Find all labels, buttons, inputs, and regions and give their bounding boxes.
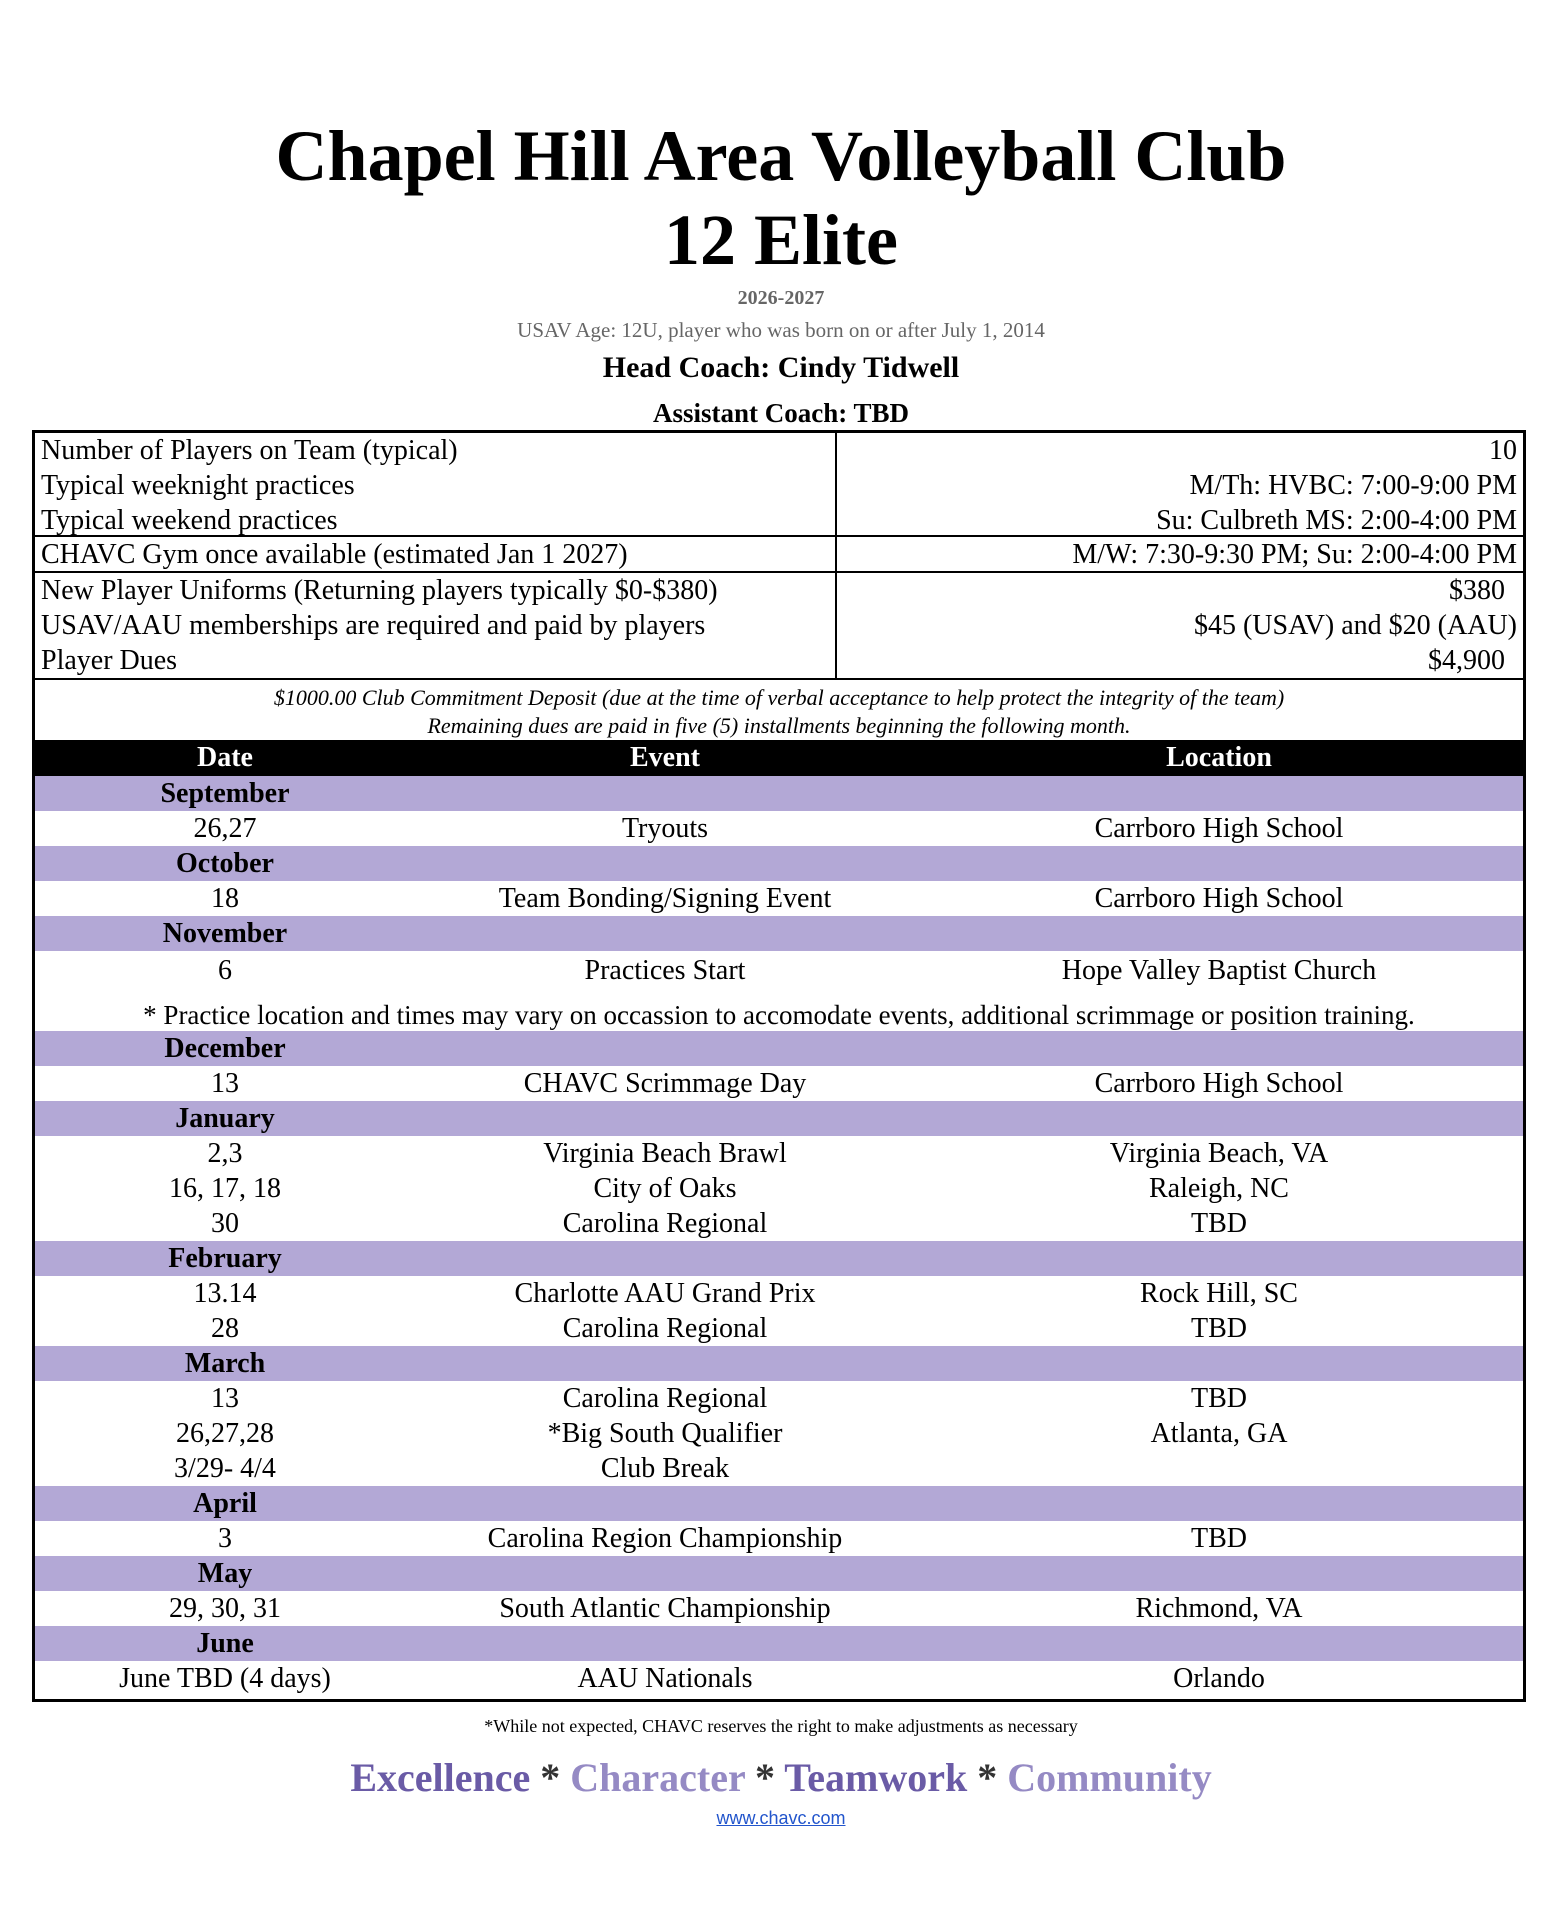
event-row xyxy=(35,1206,1523,1241)
motto-separator: * xyxy=(977,1755,998,1800)
event-name: Carolina Regional xyxy=(562,1208,768,1239)
month-row xyxy=(35,846,1523,881)
event-name: CHAVC Scrimmage Day xyxy=(523,1068,807,1099)
team-name: 12 Elite xyxy=(664,200,898,280)
info-group-fees xyxy=(35,573,1523,680)
deposit-note xyxy=(35,680,1523,740)
event-row xyxy=(35,1276,1523,1311)
event-location: Atlanta, GA xyxy=(1150,1418,1288,1449)
assistant-coach: Assistant Coach: TBD xyxy=(652,398,910,428)
event-row xyxy=(35,1591,1523,1626)
info-values xyxy=(837,573,1523,678)
event-date: 13.14 xyxy=(193,1278,257,1309)
month-label: November xyxy=(162,918,288,949)
month-label: December xyxy=(164,1033,286,1064)
event-location: Carrboro High School xyxy=(1094,813,1344,844)
event-name: Club Break xyxy=(600,1453,730,1484)
event-date: June TBD (4 days) xyxy=(119,1663,331,1694)
month-label: September xyxy=(160,778,290,809)
event-date: 28 xyxy=(211,1313,239,1344)
practice-note: * Practice location and times may vary on occassion to accomodate events, additional scrimmage or position training. xyxy=(143,1000,1415,1030)
month-label: March xyxy=(184,1348,266,1379)
event-date: 26,27,28 xyxy=(176,1418,274,1449)
event-date: 29, 30, 31 xyxy=(169,1593,281,1624)
deposit-line-1: $1000.00 Club Commitment Deposit (due at the time of verbal acceptance to help protect the integrity of the team) xyxy=(273,685,1285,710)
event-name: Practices Start xyxy=(584,955,746,986)
event-location: TBD xyxy=(1191,1208,1247,1239)
motto-excellence: Excellence xyxy=(350,1755,531,1800)
motto-teamwork: Teamwork xyxy=(784,1755,968,1800)
info-label: Typical weeknight practices xyxy=(41,470,355,501)
month-row xyxy=(35,1556,1523,1591)
info-label: New Player Uniforms (Returning players typically $0-$380) xyxy=(41,575,718,606)
event-date: 18 xyxy=(211,883,239,914)
club-motto xyxy=(0,1752,1562,1804)
month-label: October xyxy=(176,848,274,879)
event-location: Hope Valley Baptist Church xyxy=(1061,955,1377,986)
motto-separator: * xyxy=(540,1755,561,1800)
event-name: *Big South Qualifier xyxy=(547,1418,783,1449)
month-label: June xyxy=(196,1628,254,1659)
month-label: February xyxy=(168,1243,282,1274)
header-event: Event xyxy=(630,742,700,773)
info-values xyxy=(837,537,1523,571)
event-date: 2,3 xyxy=(207,1138,243,1169)
event-name: AAU Nationals xyxy=(577,1663,753,1694)
event-row xyxy=(35,1416,1523,1451)
event-date: 16, 17, 18 xyxy=(169,1173,281,1204)
month-row xyxy=(35,916,1523,951)
info-value: Su: Culbreth MS: 2:00-4:00 PM xyxy=(1156,505,1517,536)
info-labels xyxy=(35,573,837,678)
deposit-line-2: Remaining dues are paid in five (5) installments beginning the following month. xyxy=(427,713,1131,738)
event-location: Carrboro High School xyxy=(1094,1068,1344,1099)
month-row xyxy=(35,1241,1523,1276)
info-label: CHAVC Gym once available (estimated Jan 1 2027) xyxy=(41,539,628,570)
info-group-gym xyxy=(35,537,1523,573)
event-row xyxy=(35,1066,1523,1101)
event-date: 26,27 xyxy=(193,813,257,844)
team-info-table xyxy=(32,430,1526,1702)
head-coach: Head Coach: Cindy Tidwell xyxy=(602,351,960,384)
event-row xyxy=(35,1171,1523,1206)
event-name: Tryouts xyxy=(621,813,709,844)
event-name: Carolina Regional xyxy=(562,1313,768,1344)
event-name: South Atlantic Championship xyxy=(499,1593,831,1624)
event-name: Virginia Beach Brawl xyxy=(543,1138,787,1169)
month-row xyxy=(35,1486,1523,1521)
event-location: TBD xyxy=(1191,1523,1247,1554)
month-row xyxy=(35,1626,1523,1661)
info-label: USAV/AAU memberships are required and paid by players xyxy=(41,610,706,641)
event-location: Carrboro High School xyxy=(1094,883,1344,914)
info-group-practices xyxy=(35,433,1523,537)
event-date: 3 xyxy=(218,1523,232,1554)
event-row xyxy=(35,1661,1523,1696)
month-row xyxy=(35,1101,1523,1136)
info-label: Player Dues xyxy=(41,645,178,676)
month-row xyxy=(35,1346,1523,1381)
info-label: Number of Players on Team (typical) xyxy=(41,435,458,466)
event-location: Raleigh, NC xyxy=(1149,1173,1289,1204)
event-name: Team Bonding/Signing Event xyxy=(498,883,832,914)
schedule-body xyxy=(35,776,1523,1696)
info-labels xyxy=(35,537,837,571)
event-location: TBD xyxy=(1191,1313,1247,1344)
event-row xyxy=(35,1311,1523,1346)
event-location: TBD xyxy=(1191,1383,1247,1414)
info-label: Typical weekend practices xyxy=(41,505,338,536)
month-label: April xyxy=(193,1488,257,1519)
event-row xyxy=(35,881,1523,916)
info-value: M/Th: HVBC: 7:00-9:00 PM xyxy=(1189,470,1517,501)
event-name: Carolina Region Championship xyxy=(487,1523,843,1554)
motto-character: Character xyxy=(570,1755,745,1800)
event-date: 13 xyxy=(211,1068,239,1099)
month-label: May xyxy=(197,1558,253,1589)
event-row xyxy=(35,1451,1523,1486)
event-row xyxy=(35,951,1523,991)
motto-community: Community xyxy=(1007,1755,1212,1800)
info-value: 10 xyxy=(1489,435,1517,466)
event-date: 30 xyxy=(211,1208,239,1239)
motto-separator: * xyxy=(754,1755,775,1800)
info-value: $4,900 xyxy=(1428,645,1505,676)
event-row xyxy=(35,1381,1523,1416)
month-row xyxy=(35,776,1523,811)
event-name: City of Oaks xyxy=(593,1173,737,1204)
adjustment-disclaimer: *While not expected, CHAVC reserves the right to make adjustments as necessary xyxy=(484,1716,1078,1736)
website-link[interactable]: www.chavc.com xyxy=(716,1808,846,1828)
info-value: $45 (USAV) and $20 (AAU) xyxy=(1193,610,1517,641)
event-location: Virginia Beach, VA xyxy=(1109,1138,1329,1169)
event-name: Carolina Regional xyxy=(562,1383,768,1414)
month-row xyxy=(35,1031,1523,1066)
header-location: Location xyxy=(1166,742,1272,773)
club-title: Chapel Hill Area Volleyball Club xyxy=(275,116,1287,196)
event-row xyxy=(35,1521,1523,1556)
event-date: 6 xyxy=(218,955,232,986)
month-label: January xyxy=(175,1103,275,1134)
season-year: 2026-2027 xyxy=(737,287,825,309)
event-location: Rock Hill, SC xyxy=(1140,1278,1298,1309)
event-location: Orlando xyxy=(1173,1663,1265,1694)
event-row xyxy=(35,1136,1523,1171)
event-name: Charlotte AAU Grand Prix xyxy=(514,1278,816,1309)
info-labels xyxy=(35,433,837,535)
info-values xyxy=(837,433,1523,535)
info-value: $380 xyxy=(1449,575,1505,606)
info-value: M/W: 7:30-9:30 PM; Su: 2:00-4:00 PM xyxy=(1072,539,1517,570)
event-row xyxy=(35,811,1523,846)
event-location: Richmond, VA xyxy=(1135,1593,1303,1624)
usav-age-note: USAV Age: 12U, player who was born on or after July 1, 2014 xyxy=(517,318,1045,342)
event-date: 3/29- 4/4 xyxy=(174,1453,276,1484)
schedule-header xyxy=(35,740,1523,776)
header-date: Date xyxy=(197,742,253,773)
event-date: 13 xyxy=(211,1383,239,1414)
